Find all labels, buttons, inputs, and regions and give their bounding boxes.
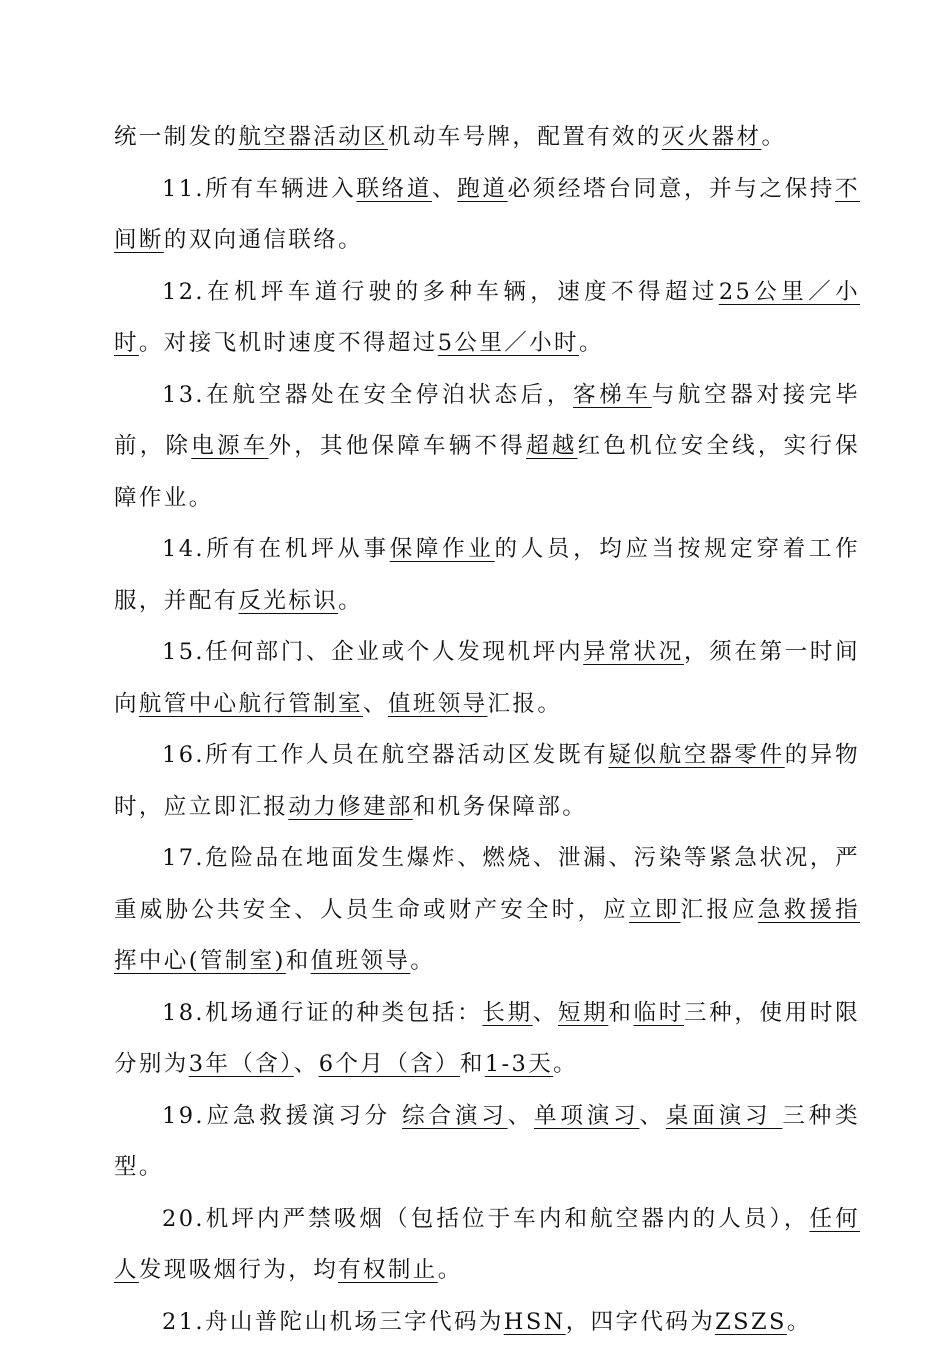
paragraph-text: 三种类型。 [114,1103,860,1181]
paragraph-text: 、 [294,1051,319,1077]
underlined-answer: 桌面演习 [666,1103,783,1129]
paragraph [114,524,860,627]
paragraph-text: 的异物时，应立即汇报 [114,742,860,820]
paragraph-text: 。 [787,1309,812,1335]
paragraph-text: 、 [533,1000,558,1026]
underlined-answer: 保障作业 [390,536,495,562]
paragraph-text: 11.所有车辆进入 [162,176,356,202]
paragraph [114,627,860,730]
paragraph-text: 和 [460,1051,485,1077]
paragraph-text: 和 [286,948,311,974]
paragraph [114,730,860,833]
paragraph-text: 。对接飞机时速度不得超过 [139,330,438,356]
underlined-answer: 航管中心航行管制室 [139,691,363,717]
underlined-answer: 单项演习 [534,1103,640,1129]
paragraph-text: 16.所有工作人员在航空器活动区发既有 [162,742,608,768]
paragraph [114,833,860,988]
paragraph [114,267,860,370]
paragraph-text: 21.舟山普陀山机场三字代码为 [162,1309,504,1335]
underlined-answer: 不间断 [114,176,860,254]
paragraph [114,1297,860,1348]
paragraph [114,1091,860,1194]
paragraph-text: 19.应急救援演习分 [162,1103,402,1129]
paragraph-text: 必须经塔台同意，并与之保持 [508,176,836,202]
paragraph [114,112,860,164]
paragraph-text: 汇报应 [681,897,758,923]
paragraph-text: 14.所有在机坪从事 [162,536,390,562]
underlined-answer: 长期 [482,1000,532,1026]
underlined-answer: 急救援指挥中心(管制室) [114,897,860,975]
underlined-answer: 6个月（含） [319,1051,460,1077]
underlined-answer: 联络道 [356,176,432,202]
paragraph-text: 发现吸烟行为，均 [139,1257,338,1283]
underlined-answer: 跑道 [457,176,507,202]
underlined-answer: 值班领导 [311,948,411,974]
paragraph-text: 18.机场通行证的种类包括： [162,1000,482,1026]
underlined-answer: 3年（含） [189,1051,294,1077]
paragraph-text: 三种，使用时限分别为 [114,1000,860,1078]
underlined-answer: ZSZS [715,1309,787,1335]
paragraph-text: 、 [508,1103,534,1129]
underlined-answer: 电源车 [191,433,268,459]
paragraph-text: 17.危险品在地面发生爆炸、燃烧、泄漏、污染等紧急状况，严重威胁公共安全、人员生命或财产安全时，应 [114,845,860,923]
underlined-answer: 客梯车 [573,382,652,408]
underlined-answer: 反光标识 [239,588,339,614]
underlined-answer: 超越 [526,433,578,459]
underlined-answer: 立即 [629,897,681,923]
paragraph-text: 。 [761,124,786,150]
underlined-answer: 1-3天 [485,1051,553,1077]
paragraph [114,370,860,525]
underlined-answer: 异常状况 [583,639,684,665]
paragraph-text: 20.机坪内严禁吸烟（包括位于车内和航空器内的人员）， [162,1206,809,1232]
paragraph-text: 和机务保障部。 [413,794,587,820]
paragraph-text: 、 [363,691,388,717]
paragraph [114,1194,860,1297]
underlined-answer: 有权制止 [338,1257,438,1283]
underlined-answer: 值班领导 [388,691,488,717]
underlined-answer: 5公里／小时 [438,330,579,356]
paragraph-text: 与航空器对接完毕前，除 [114,382,860,460]
paragraph-text: 红色机位安全线，实行保障作业。 [114,433,860,511]
document-body [114,112,860,1348]
paragraph-text: 、 [432,176,457,202]
underlined-answer: 动力修建部 [288,794,413,820]
paragraph-text: 。 [438,1257,463,1283]
paragraph-text: 的双向通信联络。 [164,227,363,253]
underlined-answer: 任何人 [114,1206,860,1284]
underlined-answer: 短期 [558,1000,608,1026]
paragraph-text: 。 [553,1051,578,1077]
paragraph-text: 、 [639,1103,665,1129]
paragraph-text: 13.在航空器处在安全停泊状态后， [162,382,573,408]
paragraph-text: 汇报。 [488,691,563,717]
paragraph-text: ，四字代码为 [566,1309,715,1335]
paragraph-text: 15.任何部门、企业或个人发现机坪内 [162,639,583,665]
underlined-answer: 临时 [634,1000,684,1026]
underlined-answer: 25公里／小时 [114,279,860,357]
underlined-answer: 航空器活动区 [239,124,388,150]
paragraph-text: 的人员，均应当按规定穿着工作服，并配有 [114,536,860,614]
paragraph-text: 和 [608,1000,633,1026]
paragraph [114,164,860,267]
paragraph-text: 外，其他保障车辆不得 [269,433,527,459]
underlined-answer: 综合演习 [402,1103,508,1129]
paragraph-text: ，须在第一时间向 [114,639,860,717]
paragraph [114,988,860,1091]
paragraph-text: 。 [410,948,435,974]
paragraph-text: 机动车号牌，配置有效的 [388,124,662,150]
paragraph-text: 统一制发的 [114,124,239,150]
underlined-answer: 灭火器材 [662,124,762,150]
underlined-answer: HSN [504,1309,566,1335]
paragraph-text: 。 [338,588,363,614]
paragraph-text: 。 [579,330,604,356]
paragraph-text: 12.在机坪车道行驶的多种车辆，速度不得超过 [162,279,719,305]
underlined-answer: 疑似航空器零件 [608,742,784,768]
